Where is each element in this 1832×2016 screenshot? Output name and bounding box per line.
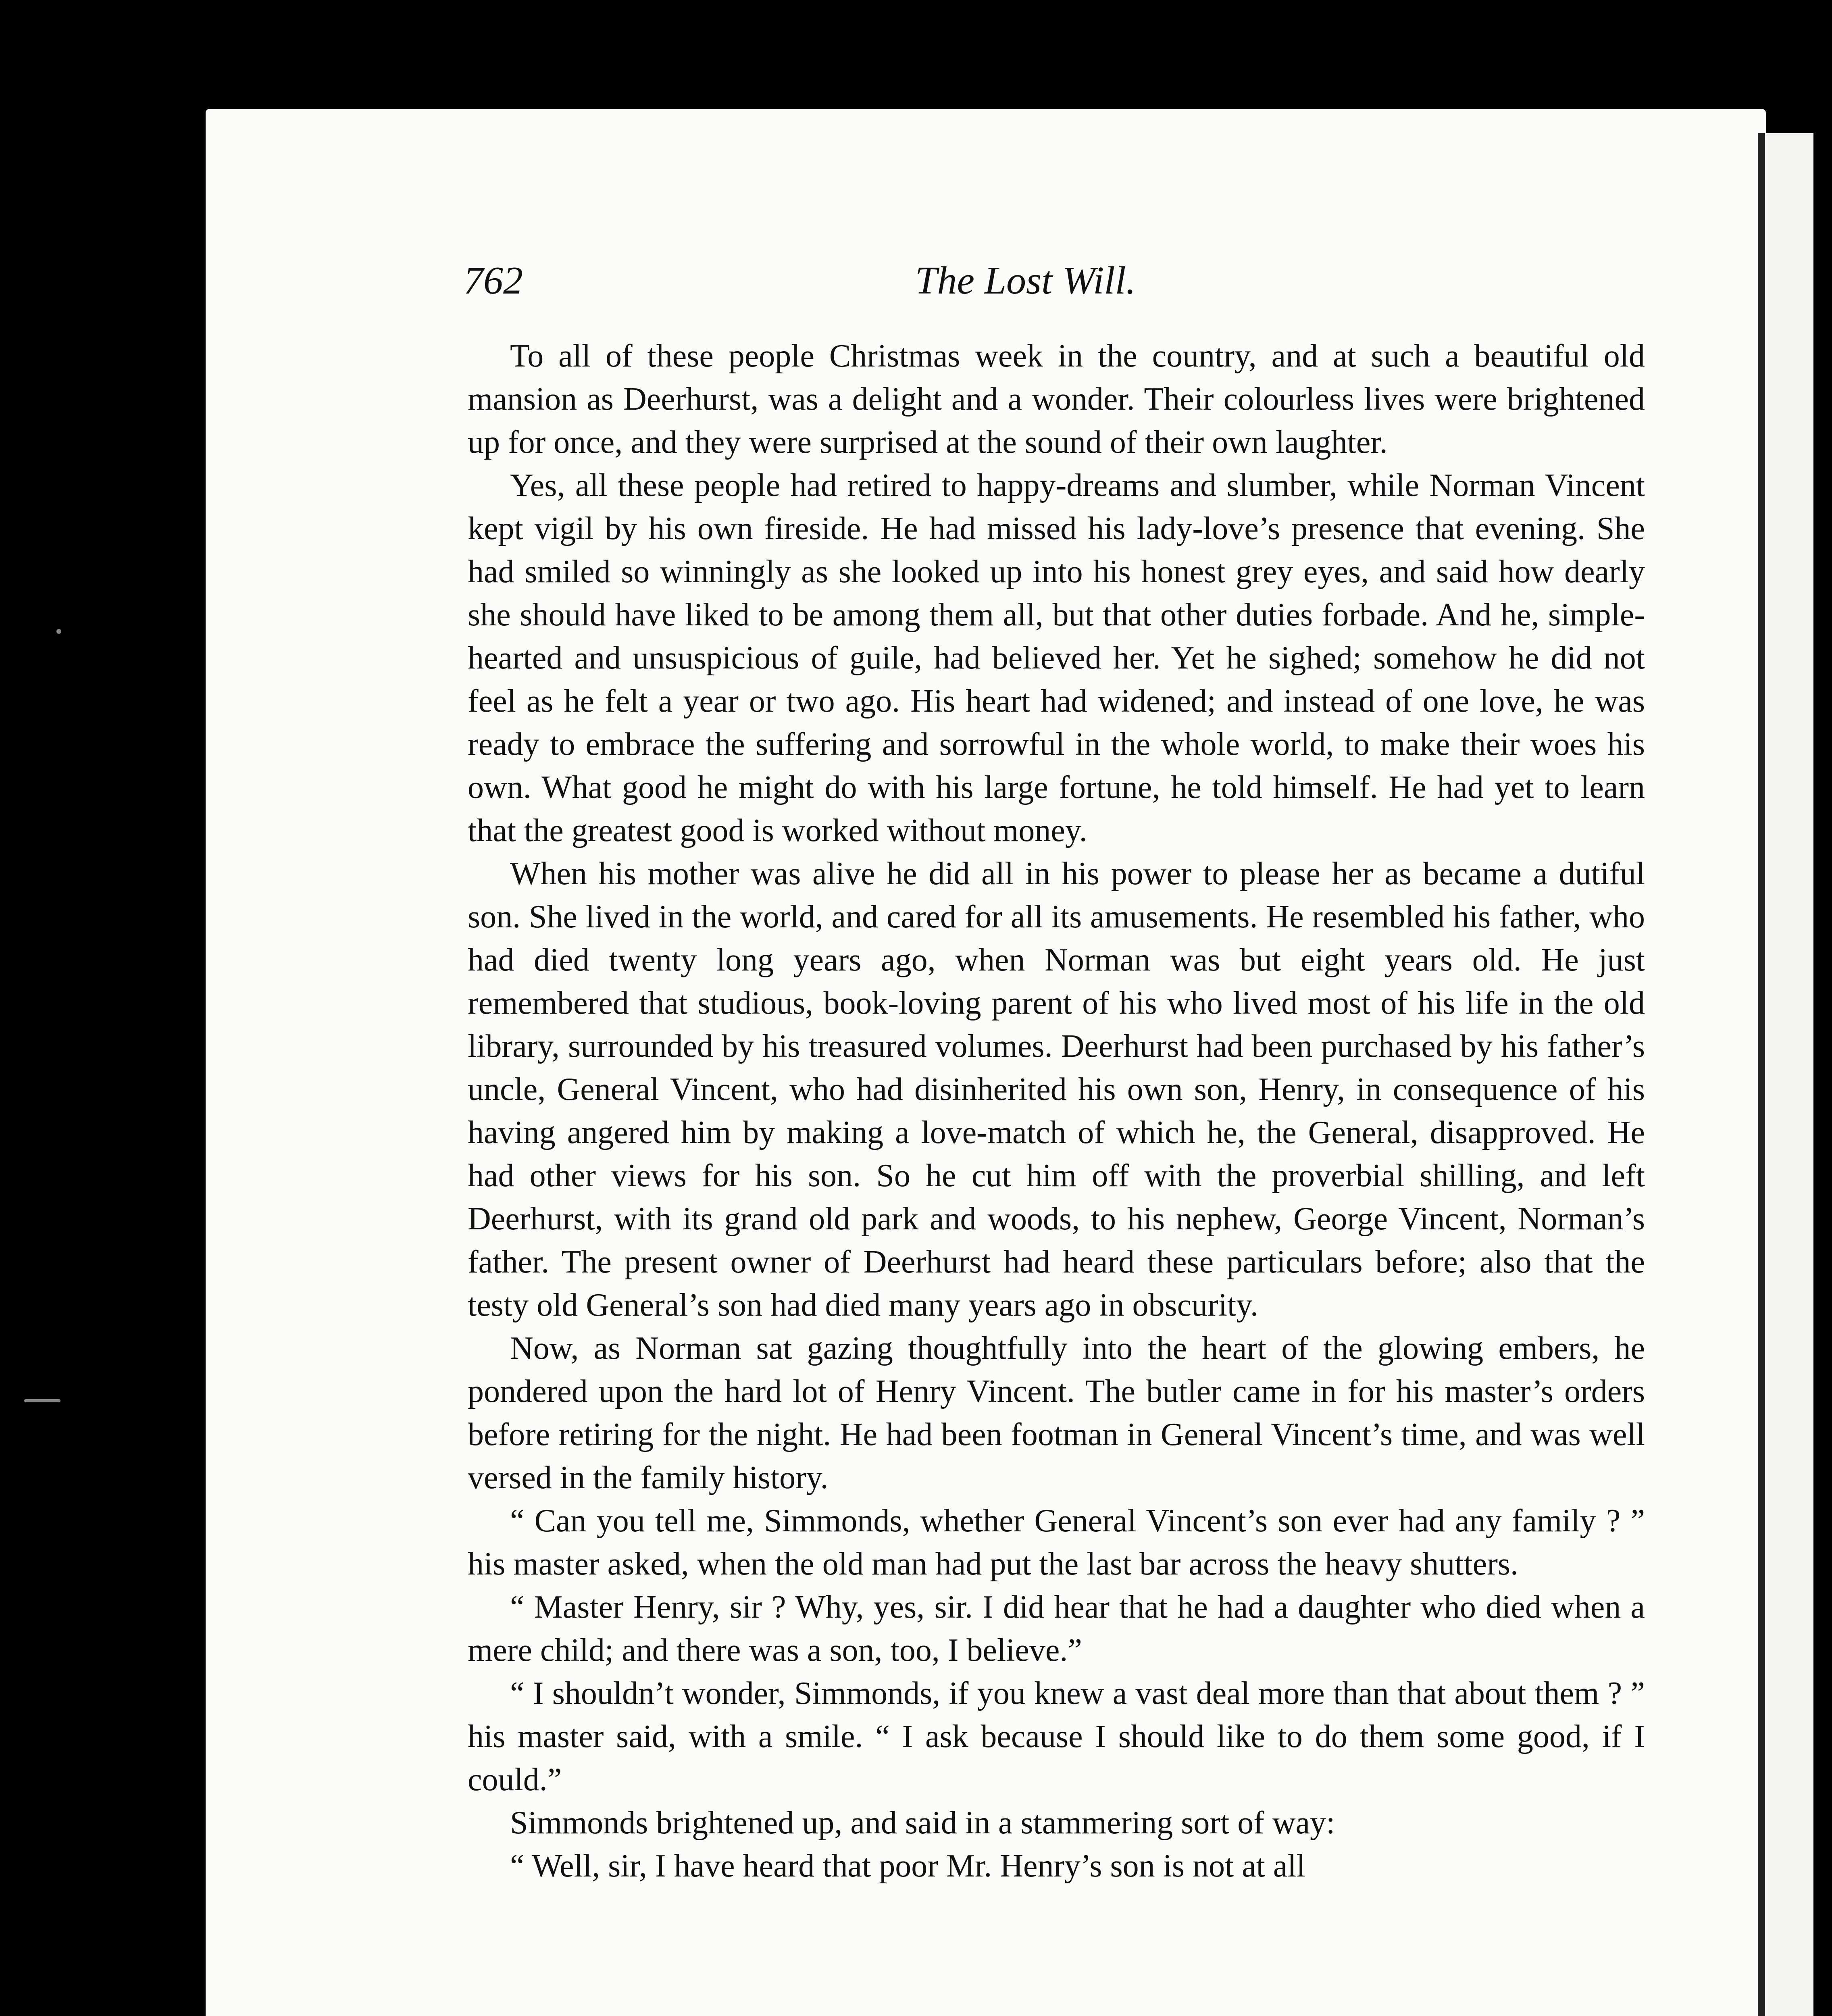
paragraph: When his mother was alive he did all in his power to please her as became a dutiful son. She lived in the world, and cared for all its amusements. He resembled his father, who had died twenty long years ago, when Norman was but eight years old. He just remembered that studious, book-loving parent of his who lived most of his life in the old library, surrounded by his treasured volumes. Deerhurst had been purchased by his father’s uncle, General Vincent, who had disinherited his own son, Henry, in consequence of his having angered him by making a love-match of which he, the General, disapproved. He had other views for his son. So he cut him off with the proverbial shilling, and left Deerhurst, with its grand old park and woods, to his nephew, George Vincent, Norman’s father. The present owner of Deerhurst had heard these particulars before; also that the testy old General’s son had died many years ago in obscurity. [468, 856, 1645, 1323]
paragraph: Simmonds brightened up, and said in a stammering sort of way: [510, 1805, 1335, 1841]
body-text [468, 335, 1645, 1888]
paragraph: Now, as Norman sat gazing thoughtfully into the heart of the glowing embers, he pondered upon the hard lot of Henry Vincent. The butler came in for his master’s orders before retiring for the night. He had been footman in General Vincent’s time, and was well versed in the family history. [468, 1331, 1645, 1495]
paragraph: “ I shouldn’t wonder, Simmonds, if you knew a vast deal more than that about them ? ” his master said, with a smile. “ I ask because I should like to do them some good, if I could.” [468, 1676, 1645, 1797]
paragraph: “ Well, sir, I have heard that poor Mr. Henry’s son is not at all [510, 1848, 1305, 1884]
page-header [464, 258, 1653, 306]
paragraph: To all of these people Christmas week in the country, and at such a beautiful old mansion as Deerhurst, was a delight and a wonder. Their colourless lives were brightened up for once, and they were surprised at the sound of their own laughter. [468, 338, 1645, 460]
running-title: The Lost Will. [915, 259, 1136, 302]
facing-page-edge [1758, 133, 1813, 2016]
paragraph: “ Can you tell me, Simmonds, whether General Vincent’s son ever had any family ? ” his master asked, when the old man had put the last bar across the heavy shutters. [468, 1503, 1645, 1582]
page-number: 762 [464, 259, 523, 302]
paragraph: Yes, all these people had retired to happy-dreams and slumber, while Norman Vincent kept vigil by his own fireside. He had missed his lady-love’s presence that evening. She had smiled so winningly as she looked up into his honest grey eyes, and said how dearly she should have liked to be among them all, but that other duties forbade. And he, simple-hearted and unsuspicious of guile, had believed her. Yet he sighed; somehow he did not feel as he felt a year or two ago. His heart had widened; and instead of one love, he was ready to embrace the suffering and sorrowful in the whole world, to make their woes his own. What good he might do with his large fortune, he told himself. He had yet to learn that the greatest good is worked without money. [468, 468, 1645, 848]
paragraph: “ Master Henry, sir ? Why, yes, sir. I did hear that he had a daughter who died when a mere child; and there was a son, too, I believe.” [468, 1589, 1645, 1668]
dust-speck [56, 629, 61, 634]
dust-speck [24, 1399, 60, 1402]
